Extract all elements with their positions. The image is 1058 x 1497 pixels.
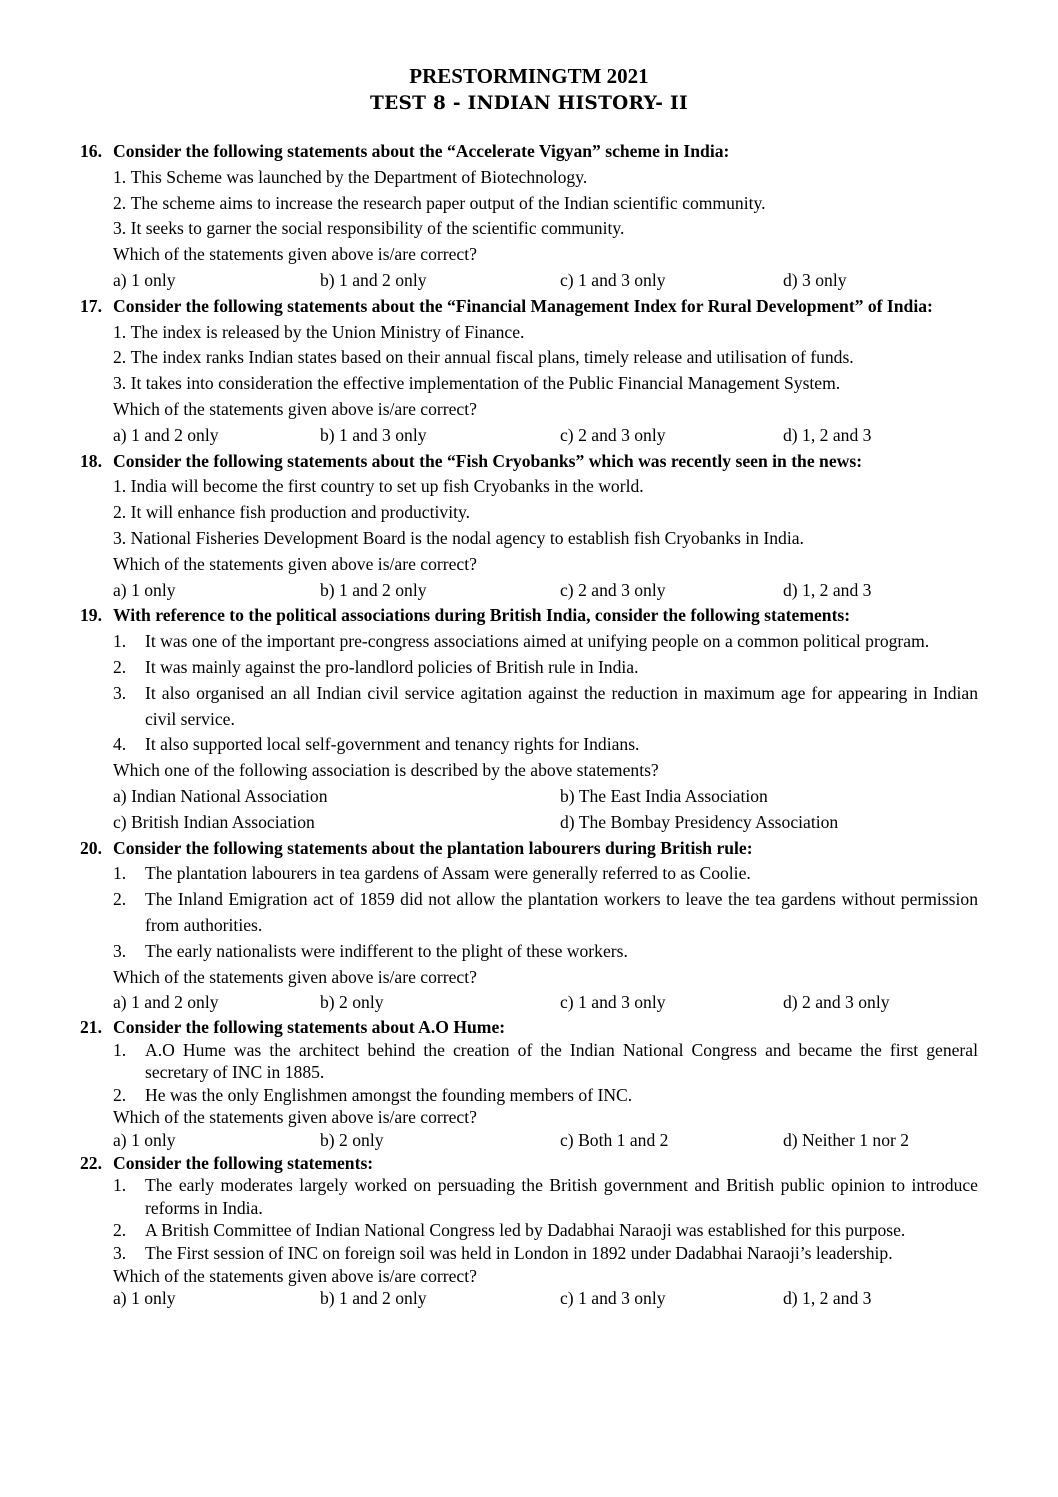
answer-option[interactable]: a) Indian National Association: [113, 785, 328, 806]
answer-option[interactable]: c) 2 and 3 only: [560, 579, 666, 600]
answer-options: [80, 784, 978, 810]
question-stem: [80, 294, 978, 320]
statement-item: [80, 345, 978, 371]
statement-text: The index is released by the Union Ministry of Finance.: [130, 321, 525, 342]
statement-item: [80, 474, 978, 500]
question-number: 20.: [80, 837, 102, 858]
statement-item: [80, 655, 978, 681]
statement-item: [80, 887, 978, 939]
answer-option[interactable]: c) 1 and 3 only: [560, 1288, 666, 1309]
question-number: 16.: [80, 141, 102, 161]
answer-option[interactable]: a) 1 only: [113, 269, 176, 290]
answer-option[interactable]: b) 1 and 2 only: [320, 1288, 427, 1309]
statement-number: 3.: [113, 527, 127, 548]
statement-text: He was the only Englishmen amongst the founding members of INC.: [145, 1084, 633, 1105]
statement-text: It also organised an all Indian civil service agitation against the reduction in maximum age for appearing in Indian civil service.: [145, 682, 978, 729]
statement-text: The plantation labourers in tea gardens of Assam were generally referred to as Coolie.: [145, 863, 751, 884]
answer-options: [80, 1287, 978, 1310]
question-19: [80, 603, 978, 835]
statement-text: It also supported local self-government and tenancy rights for Indians.: [145, 734, 640, 755]
statement-number: 2.: [113, 347, 127, 368]
question-prompt: Which of the statements given above is/are correct?: [113, 398, 477, 419]
statement-text: It will enhance fish production and productivity.: [130, 502, 471, 523]
answer-option[interactable]: d) The Bombay Presidency Association: [560, 811, 839, 832]
question-text: Consider the following statements about the “Accelerate Vigyan” scheme in India:: [113, 141, 730, 161]
statement-text: It seeks to garner the social responsibility of the scientific community.: [130, 218, 625, 239]
question-stem: [80, 1016, 978, 1039]
statement-number: 2.: [113, 1084, 127, 1105]
question-number: 22.: [80, 1152, 102, 1173]
question-number: 17.: [80, 295, 102, 316]
statement-text: This Scheme was launched by the Department of Biotechnology.: [130, 166, 588, 187]
statement-item: [80, 1039, 978, 1084]
question-18: [80, 449, 978, 604]
statement-item: [80, 1242, 978, 1265]
question-16: [80, 139, 978, 294]
answer-option[interactable]: a) 1 only: [113, 579, 176, 600]
question-stem: [80, 603, 978, 629]
statement-item: [80, 1219, 978, 1242]
statement-text: The early moderates largely worked on persuading the British government and British public opinion to introduce reforms in India.: [145, 1175, 978, 1218]
answer-options: [80, 423, 978, 449]
statement-text: The index ranks Indian states based on their annual fiscal plans, timely release and utilisation of funds.: [130, 347, 854, 368]
question-22: [80, 1152, 978, 1310]
statement-text: It was one of the important pre-congress associations aimed at unifying people on a common political program.: [145, 631, 930, 652]
statement-text: The scheme aims to increase the research paper output of the Indian scientific community.: [130, 192, 766, 213]
question-text: With reference to the political associations during British India, consider the following statements:: [113, 605, 851, 626]
answer-option[interactable]: c) British Indian Association: [113, 811, 315, 832]
question-number: 18.: [80, 450, 102, 471]
statement-text: The early nationalists were indifferent to the plight of these workers.: [145, 940, 628, 961]
question-text: Consider the following statements:: [113, 1152, 374, 1173]
statement-number: 3.: [113, 218, 127, 239]
statement-item: [80, 861, 978, 887]
question-prompt: Which of the statements given above is/are correct?: [113, 553, 477, 574]
answer-option[interactable]: d) 3 only: [783, 269, 847, 290]
statement-number: 1.: [113, 476, 127, 497]
answer-options: [80, 810, 978, 836]
question-17: [80, 294, 978, 449]
answer-option[interactable]: c) 2 and 3 only: [560, 424, 666, 445]
question-text: Consider the following statements about the “Financial Management Index for Rural Development” of India:: [113, 295, 933, 316]
question-21: [80, 1016, 978, 1152]
statement-item: [80, 500, 978, 526]
statement-text: A.O Hume was the architect behind the creation of the Indian National Congress and became the first general secretary of INC in 1885.: [145, 1039, 978, 1083]
question-prompt: Which of the statements given above is/are correct?: [113, 244, 477, 265]
answer-options: [80, 578, 978, 604]
statement-text: India will become the first country to set up fish Cryobanks in the world.: [130, 476, 644, 497]
statement-text: National Fisheries Development Board is the nodal agency to establish fish Cryobanks in India.: [130, 527, 804, 548]
answer-option[interactable]: b) 2 only: [320, 992, 384, 1013]
question-text: Consider the following statements about the “Fish Cryobanks” which was recently seen in the news:: [113, 450, 863, 471]
statement-item: [80, 629, 978, 655]
question-list: [80, 139, 978, 1310]
statement-number: 1.: [113, 1039, 127, 1060]
statement-number: 3.: [113, 682, 127, 703]
statement-item: [80, 320, 978, 346]
answer-options: [80, 990, 978, 1016]
statement-item: [80, 939, 978, 965]
statement-text: The First session of INC on foreign soil was held in London in 1892 under Dadabhai Naraoji’s leadership.: [145, 1243, 893, 1264]
answer-option[interactable]: b) The East India Association: [560, 785, 768, 806]
question-20: [80, 836, 978, 1017]
statement-number: 4.: [113, 734, 127, 755]
statement-item: [80, 371, 978, 397]
statement-number: 2.: [113, 1220, 127, 1241]
answer-option[interactable]: c) 1 and 3 only: [560, 992, 666, 1013]
statement-item: [80, 216, 978, 242]
statement-item: [80, 1174, 978, 1219]
statement-number: 1.: [113, 631, 127, 652]
statement-text: The Inland Emigration act of 1859 did not allow the plantation workers to leave the tea gardens without permission from authorities.: [145, 889, 978, 935]
answer-option[interactable]: b) 2 only: [320, 1130, 384, 1151]
statement-text: It was mainly against the pro-landlord policies of British rule in India.: [145, 656, 639, 677]
statement-item: [80, 191, 978, 217]
question-stem: [80, 836, 978, 862]
answer-option[interactable]: c) 1 and 3 only: [560, 269, 666, 290]
statement-number: 2.: [113, 502, 127, 523]
statement-number: 1.: [113, 1175, 127, 1196]
statement-item: [80, 526, 978, 552]
answer-options: [80, 1129, 978, 1152]
document-title: PRESTORMINGTM 2021: [409, 64, 649, 88]
statement-number: 1.: [113, 863, 127, 884]
answer-option[interactable]: a) 1 only: [113, 1130, 176, 1151]
answer-option[interactable]: b) 1 and 2 only: [320, 269, 427, 290]
statement-number: 3.: [113, 373, 127, 394]
answer-option[interactable]: c) Both 1 and 2: [560, 1130, 669, 1151]
answer-options: [80, 268, 978, 294]
question-prompt: Which one of the following association is described by the above statements?: [113, 760, 659, 781]
statement-item: [80, 1084, 978, 1107]
question-number: 21.: [80, 1017, 102, 1038]
question-stem: [80, 449, 978, 475]
statement-number: 2.: [113, 192, 127, 213]
answer-option[interactable]: d) 1, 2 and 3: [783, 1288, 872, 1309]
question-prompt: Which of the statements given above is/are correct?: [113, 1107, 477, 1128]
test-subtitle: TEST 8 - INDIAN HISTORY- II: [370, 93, 688, 114]
question-prompt: Which of the statements given above is/are correct?: [113, 1265, 477, 1286]
statement-text: A British Committee of Indian National Congress led by Dadabhai Naraoji was established for this purpose.: [145, 1220, 906, 1241]
statement-number: 2.: [113, 889, 127, 910]
answer-option[interactable]: d) 1, 2 and 3: [783, 424, 872, 445]
question-stem: [80, 1152, 978, 1175]
question-number: 19.: [80, 605, 102, 626]
answer-option[interactable]: d) 2 and 3 only: [783, 992, 890, 1013]
statement-number: 3.: [113, 1243, 127, 1264]
statement-number: 3.: [113, 940, 127, 961]
statement-item: [80, 681, 978, 733]
answer-option[interactable]: a) 1 only: [113, 1288, 176, 1309]
statement-number: 1.: [113, 166, 127, 187]
answer-option[interactable]: a) 1 and 2 only: [113, 992, 219, 1013]
question-text: Consider the following statements about A.O Hume:: [113, 1017, 506, 1038]
statement-number: 1.: [113, 321, 127, 342]
statement-text: It takes into consideration the effective implementation of the Public Financial Management System.: [130, 373, 841, 394]
statement-number: 2.: [113, 656, 127, 677]
statement-item: [80, 732, 978, 758]
answer-option[interactable]: a) 1 and 2 only: [113, 424, 219, 445]
answer-option[interactable]: b) 1 and 2 only: [320, 579, 427, 600]
question-prompt: Which of the statements given above is/are correct?: [113, 966, 477, 987]
answer-option[interactable]: d) Neither 1 nor 2: [783, 1130, 910, 1151]
answer-option[interactable]: d) 1, 2 and 3: [783, 579, 872, 600]
statement-item: [80, 165, 978, 191]
question-text: Consider the following statements about the plantation labourers during British rule:: [113, 837, 753, 858]
answer-option[interactable]: b) 1 and 3 only: [320, 424, 427, 445]
question-stem: [80, 139, 978, 165]
